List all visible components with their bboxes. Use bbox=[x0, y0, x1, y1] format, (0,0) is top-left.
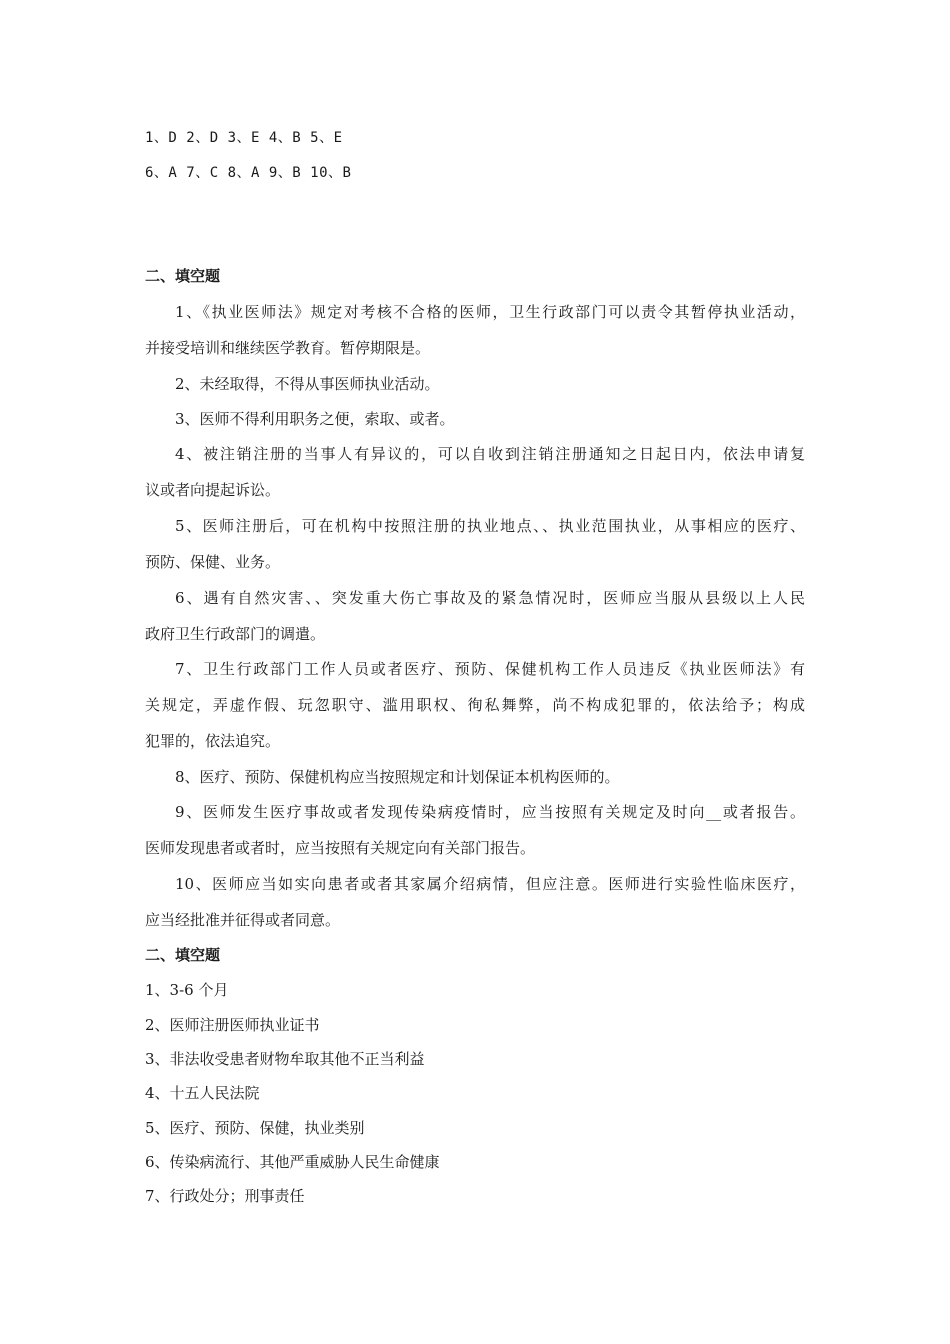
question-2: 2、未经取得，不得从事医师执业活动。 bbox=[175, 375, 440, 393]
question-8: 8、医疗、预防、保健机构应当按照规定和计划保证本机构医师的。 bbox=[175, 768, 620, 786]
section-heading-fill-in: 二、填空题 bbox=[145, 267, 221, 285]
answer-3: 3、非法收受患者财物牟取其他不正当利益 bbox=[145, 1050, 425, 1068]
answer-1: 1、3-6 个月 bbox=[145, 981, 229, 999]
choice-answers-row-1: 1、D 2、D 3、E 4、B 5、E bbox=[145, 130, 343, 146]
answer-2: 2、医师注册医师执业证书 bbox=[145, 1016, 320, 1034]
question-5-line-2: 预防、保健、业务。 bbox=[145, 553, 281, 571]
question-7-line-3: 犯罪的，依法追究。 bbox=[145, 732, 281, 750]
answer-5: 5、医疗、预防、保健，执业类别 bbox=[145, 1119, 365, 1137]
question-1-line-1: 1、《执业医师法》规定对考核不合格的医师，卫生行政部门可以责令其暂停执业活动， bbox=[175, 303, 805, 321]
question-5-line-1: 5、医师注册后，可在机构中按照注册的执业地点、、执业范围执业，从事相应的医疗、 bbox=[175, 517, 805, 535]
answer-6: 6、传染病流行、其他严重威胁人民生命健康 bbox=[145, 1153, 440, 1171]
choice-answers-row-2: 6、A 7、C 8、A 9、B 10、B bbox=[145, 165, 352, 181]
answer-7: 7、行政处分；刑事责任 bbox=[145, 1187, 305, 1205]
question-10-line-2: 应当经批准并征得或者同意。 bbox=[145, 911, 341, 929]
question-1-line-2: 并接受培训和继续医学教育。暂停期限是。 bbox=[145, 339, 431, 357]
section-heading-fill-in-answers: 二、填空题 bbox=[145, 946, 221, 964]
question-9-line-2: 医师发现患者或者时，应当按照有关规定向有关部门报告。 bbox=[145, 839, 536, 857]
question-3: 3、医师不得利用职务之便，索取、或者。 bbox=[175, 410, 455, 428]
question-6-line-2: 政府卫生行政部门的调遣。 bbox=[145, 625, 326, 643]
question-6-line-1: 6、遇有自然灾害、、突发重大伤亡事故及的紧急情况时，医师应当服从县级以上人民 bbox=[175, 589, 805, 607]
question-7-line-1: 7、卫生行政部门工作人员或者医疗、预防、保健机构工作人员违反《执业医师法》有 bbox=[175, 660, 805, 678]
answer-4: 4、十五人民法院 bbox=[145, 1084, 260, 1102]
question-9-line-1: 9、医师发生医疗事故或者发现传染病疫情时，应当按照有关规定及时向__或者报告。 bbox=[175, 803, 805, 821]
question-10-line-1: 10、医师应当如实向患者或者其家属介绍病情，但应注意。医师进行实验性临床医疗， bbox=[175, 875, 805, 893]
question-7-line-2: 关规定，弄虚作假、玩忽职守、滥用职权、徇私舞弊，尚不构成犯罪的，依法给予；构成 bbox=[145, 696, 805, 714]
question-4-line-2: 议或者向提起诉讼。 bbox=[145, 481, 281, 499]
question-4-line-1: 4、被注销注册的当事人有异议的，可以自收到注销注册通知之日起日内，依法申请复 bbox=[175, 445, 805, 463]
